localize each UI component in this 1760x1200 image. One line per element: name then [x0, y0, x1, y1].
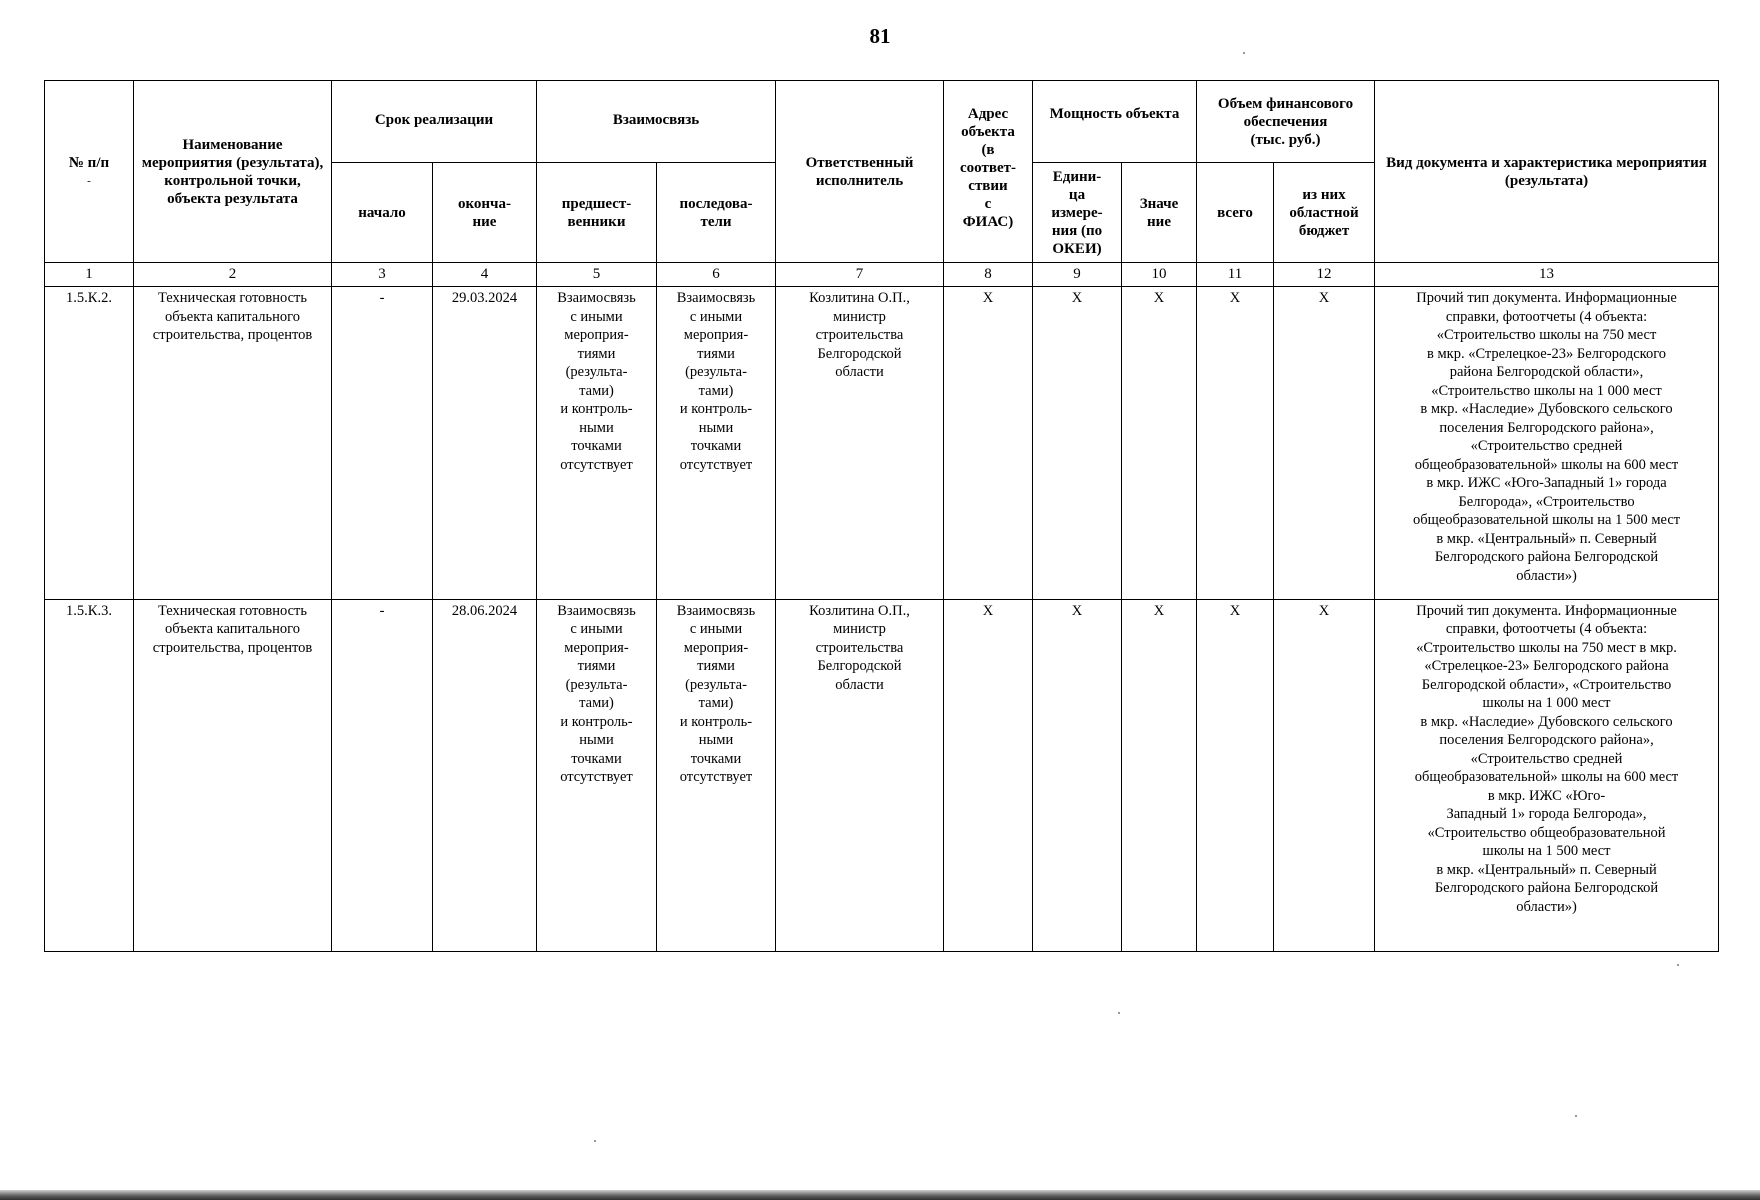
header-rel-succ: последова- тели	[657, 163, 776, 263]
column-number: 11	[1197, 263, 1274, 287]
row-predecessors: Взаимосвязь с иными мероприя- тиями (результа- тами) и контроль- ными точками отсутствует	[537, 599, 657, 951]
row-unit: X	[1033, 287, 1122, 599]
column-number: 13	[1375, 263, 1719, 287]
header-fin-regional: из них областной бюджет	[1274, 163, 1375, 263]
header-term: Срок реализации	[332, 81, 537, 163]
header-term-start: начало	[332, 163, 433, 263]
column-number: 10	[1122, 263, 1197, 287]
header-cap-value: Значе ние	[1122, 163, 1197, 263]
column-number: 4	[433, 263, 537, 287]
row-regional: X	[1274, 287, 1375, 599]
row-end: 29.03.2024	[433, 287, 537, 599]
row-name: Техническая готовность объекта капитального строительства, процентов	[134, 287, 332, 599]
scan-speck	[1677, 964, 1679, 966]
scan-speck	[594, 1140, 596, 1142]
header-relation: Взаимосвязь	[537, 81, 776, 163]
row-unit: X	[1033, 599, 1122, 951]
row-successors: Взаимосвязь с иными мероприя- тиями (результа- тами) и контроль- ными точками отсутствует	[657, 599, 776, 951]
header-row-1	[45, 81, 1719, 163]
row-address: X	[944, 287, 1033, 599]
column-number: 3	[332, 263, 433, 287]
column-number: 8	[944, 263, 1033, 287]
row-name: Техническая готовность объекта капитального строительства, процентов	[134, 599, 332, 951]
table-row	[45, 599, 1719, 951]
row-description: Прочий тип документа. Информационные справки, фотоотчеты (4 объекта: «Строительство школы на 750 мест в мкр. «Стрелецкое-23» Белгородского района Белгородской области», «Строительство школы на 1 000 мест в мкр. «Наследие» Дубовского сельского поселения Белгородского района», «Строительство средней общеобразовательной» школы на 600 мест в мкр. ИЖС «Юго- Западный 1» города Белгорода», «Строительство общеобразовательной школы на 1 500 мест в мкр. «Центральный» п. Северный Белгородского района Белгородской области»)	[1375, 599, 1719, 951]
row-start: -	[332, 287, 433, 599]
row-value: X	[1122, 287, 1197, 599]
row-predecessors: Взаимосвязь с иными мероприя- тиями (результа- тами) и контроль- ными точками отсутствует	[537, 287, 657, 599]
header-doc-type: Вид документа и характеристика мероприятия (результата)	[1375, 81, 1719, 263]
row-successors: Взаимосвязь с иными мероприя- тиями (результа- тами) и контроль- ными точками отсутствует	[657, 287, 776, 599]
header-num-label: № п/п	[68, 154, 110, 171]
row-address: X	[944, 599, 1033, 951]
row-id: 1.5.К.2.	[45, 287, 134, 599]
column-number: 2	[134, 263, 332, 287]
header-term-end: оконча- ние	[433, 163, 537, 263]
row-value: X	[1122, 599, 1197, 951]
row-total: X	[1197, 287, 1274, 599]
column-number: 1	[45, 263, 134, 287]
header-capacity: Мощность объекта	[1033, 81, 1197, 163]
column-number-row	[45, 263, 1719, 287]
row-start: -	[332, 599, 433, 951]
header-cap-unit: Едини- ца измере- ния (по ОКЕИ)	[1033, 163, 1122, 263]
scan-edge-shadow	[0, 1190, 1760, 1200]
header-fin-total: всего	[1197, 163, 1274, 263]
activities-table	[44, 80, 1719, 952]
header-name: Наименование мероприятия (результата), контрольной точки, объекта результата	[134, 81, 332, 263]
scan-speck	[1575, 1115, 1577, 1117]
table-row	[45, 287, 1719, 599]
column-number: 7	[776, 263, 944, 287]
row-end: 28.06.2024	[433, 599, 537, 951]
row-responsible: Козлитина О.П., министр строительства Белгородской области	[776, 287, 944, 599]
header-num	[45, 81, 134, 263]
header-finance: Объем финансового обеспечения (тыс. руб.)	[1197, 81, 1375, 163]
row-regional: X	[1274, 599, 1375, 951]
row-total: X	[1197, 599, 1274, 951]
column-number: 5	[537, 263, 657, 287]
column-number: 9	[1033, 263, 1122, 287]
row-responsible: Козлитина О.П., министр строительства Белгородской области	[776, 599, 944, 951]
page-number: 81	[869, 24, 891, 48]
scan-speck	[1243, 52, 1245, 54]
scan-speck	[1118, 1012, 1120, 1014]
column-number: 12	[1274, 263, 1375, 287]
header-responsible: Ответственный исполнитель	[776, 81, 944, 263]
row-description: Прочий тип документа. Информационные справки, фотоотчеты (4 объекта: «Строительство школы на 750 мест в мкр. «Стрелецкое-23» Белгородского района Белгородской области», «Строительство школы на 1 000 мест в мкр. «Наследие» Дубовского сельского поселения Белгородского района», «Строительство средней общеобразовательной» школы на 600 мест в мкр. ИЖС «Юго-Западный 1» города Белгорода», «Строительство общеобразовательной школы на 1 500 мест в мкр. «Центральный» п. Северный Белгородского района Белгородской области»)	[1375, 287, 1719, 599]
header-rel-pred: предшест- венники	[537, 163, 657, 263]
column-number: 6	[657, 263, 776, 287]
header-num-dash: -	[87, 174, 91, 187]
header-address: Адрес объекта (в соответ- ствии с ФИАС)	[944, 81, 1033, 263]
row-id: 1.5.К.3.	[45, 599, 134, 951]
